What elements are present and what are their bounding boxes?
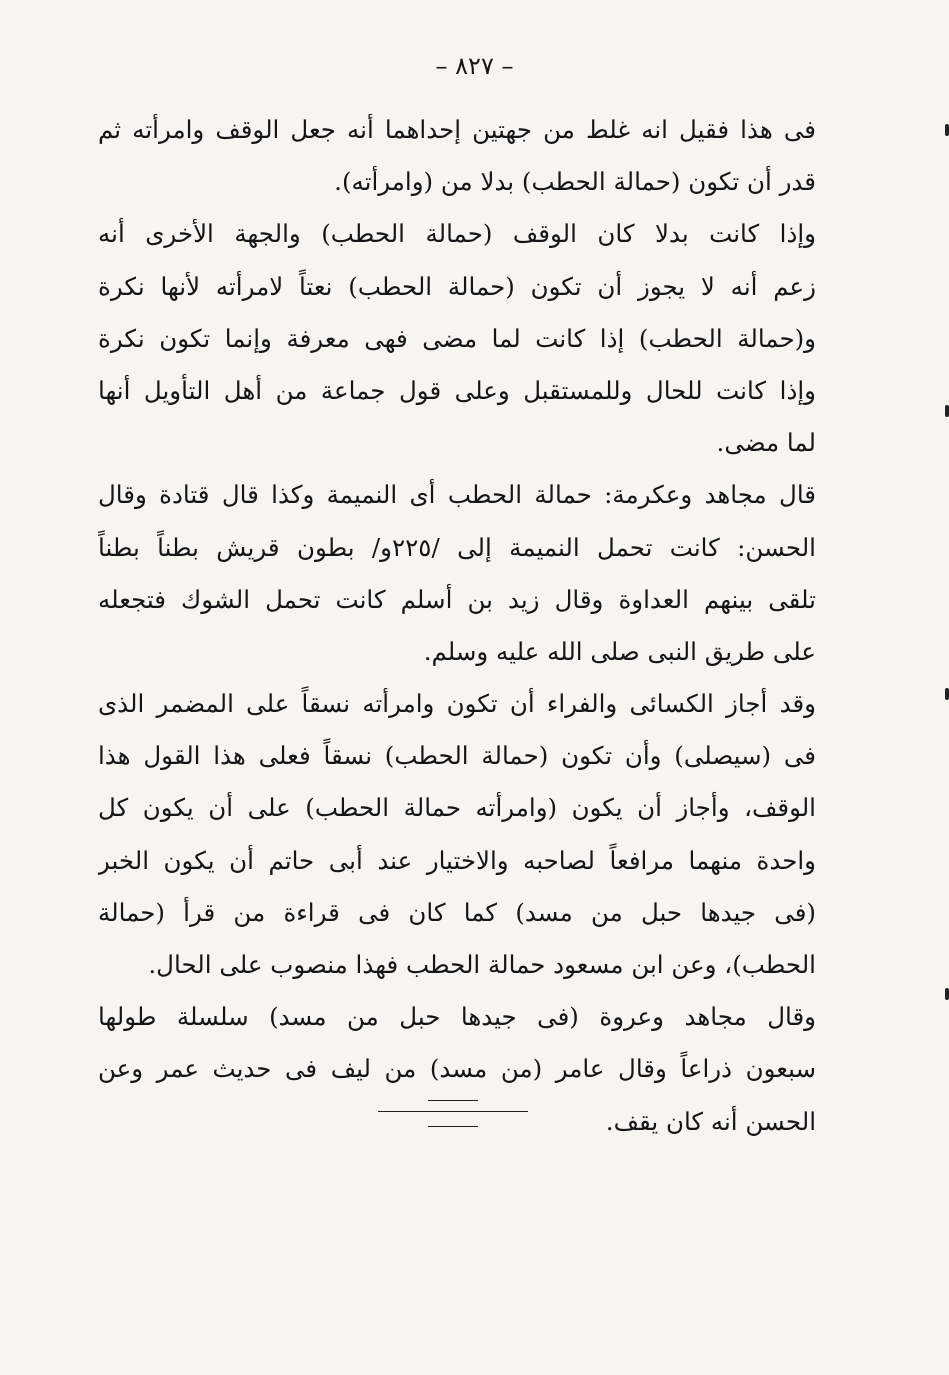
separator-line <box>428 1126 478 1127</box>
text-line: سبعون ذراعاً وقال عامر (من مسد) من ليف فى حديث عمر وعن <box>98 1054 816 1084</box>
separator-line <box>428 1100 478 1101</box>
margin-mark <box>945 988 949 1000</box>
text-line: و(حمالة الحطب) إذا كانت لما مضى فهى معرفة وإنما تكون نكرة <box>98 323 816 353</box>
text-line: فى هذا فقيل انه غلط من جهتين إحداهما أنه جعل الوقف وامرأته ثم <box>98 115 816 144</box>
text-line: تلقى بينهم العداوة وقال زيد بن أسلم كانت تحمل الشوك فتجعله <box>98 584 816 614</box>
margin-mark <box>945 688 949 700</box>
text-line: وقد أجاز الكسائى والفراء أن تكون وامرأته نسقاً على المضمر الذى <box>98 689 816 719</box>
body-text <box>98 104 816 1148</box>
text-line: واحدة منهما مرافعاً لصاحبه والاختيار عند أبى حاتم أن يكون الخبر <box>98 845 816 875</box>
page-number: – ٨٢٧ – <box>435 52 514 80</box>
separator-line <box>378 1111 528 1112</box>
text-line: الحطب)، وعن ابن مسعود حمالة الحطب فهذا منصوب على الحال. <box>148 950 816 979</box>
text-line: وقال مجاهد وعروة (فى جيدها حبل من مسد) سلسلة طولها <box>98 1002 816 1032</box>
text-line: الوقف، وأجاز أن يكون (وامرأته حمالة الحطب) على أن يكون كل <box>98 793 816 823</box>
text-line: على طريق النبى صلى الله عليه وسلم. <box>423 636 816 666</box>
text-line: زعم أنه لا يجوز أن تكون (حمالة الحطب) نعتاً لامرأته لأنها نكرة <box>98 271 816 301</box>
text-line: لما مضى. <box>716 428 816 458</box>
text-line: قدر أن تكون (حمالة الحطب) بدلا من (وامرأته). <box>334 167 816 197</box>
margin-mark <box>945 124 949 136</box>
text-line: فى (سيصلى) وأن تكون (حمالة الحطب) نسقاً فعلى هذا القول هذا <box>98 741 816 771</box>
text-line: (فى جيدها حبل من مسد) كما كان فى قراءة من قرأ (حمالة <box>98 897 816 927</box>
text-line: قال مجاهد وعكرمة: حمالة الحطب أى النميمة وكذا قال قتادة وقال <box>98 480 816 510</box>
text-line: وإذا كانت بدلا كان الوقف (حمالة الحطب) والجهة الأخرى أنه <box>98 219 816 249</box>
margin-mark <box>945 405 949 417</box>
text-line: وإذا كانت للحال وللمستقبل وعلى قول جماعة من أهل التأويل أنها <box>98 375 816 405</box>
text-line: الحسن: كانت تحمل النميمة إلى /٢٢٥و/ بطون قريش بطناً بطناً <box>98 532 816 562</box>
text-line: الحسن أنه كان يقف. <box>605 1106 816 1136</box>
